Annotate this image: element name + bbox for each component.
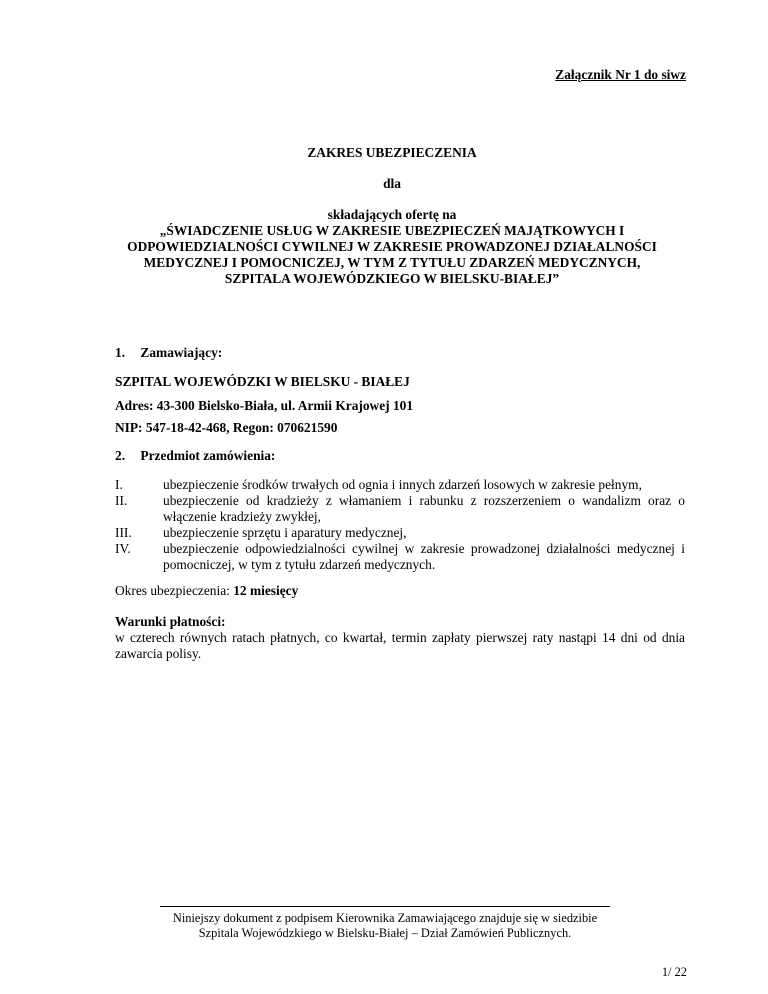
list-text: ubezpieczenie środków trwałych od ognia i innych zdarzeń losowych w zakresie pełnym, — [163, 477, 642, 492]
subtitle-line: „ŚWIADCZENIE USŁUG W ZAKRESIE UBEZPIECZEŃ MAJĄTKOWYCH I — [159, 223, 625, 238]
insurance-period — [115, 583, 298, 599]
subtitle-line: składających ofertę na — [327, 207, 457, 222]
list-text: ubezpieczenie sprzętu i aparatury medycznej, — [163, 525, 407, 540]
hospital-ids: NIP: 547-18-42-468, Regon: 070621590 — [115, 420, 338, 435]
list-item — [115, 477, 685, 493]
section-1-heading — [115, 345, 222, 361]
section-title: Zamawiający: — [140, 345, 223, 360]
annex-label: Załącznik Nr 1 do siwz — [555, 67, 686, 82]
footer-divider — [160, 906, 610, 907]
payment-text: w czterech równych ratach płatnych, co kwartał, termin zapłaty pierwszej raty nastąpi 14 dni od dnia zawarcia polisy. — [115, 630, 685, 661]
list-item — [115, 493, 685, 525]
section-number: 2. — [115, 448, 126, 463]
footer-line: Szpitala Wojewódzkiego w Bielsku-Białej – Dział Zamówień Publicznych. — [198, 926, 572, 940]
list-number: III. — [115, 525, 132, 540]
list-item — [115, 541, 685, 573]
page-number: 1/ 22 — [661, 965, 687, 979]
footer-note — [150, 911, 620, 941]
document-title: ZAKRES UBEZPIECZENIA — [307, 145, 477, 160]
title-for: dla — [383, 176, 401, 191]
subtitle-line: SZPITALA WOJEWÓDZKIEGO W BIELSKU-BIAŁEJ” — [224, 271, 560, 286]
period-label: Okres ubezpieczenia: — [115, 583, 234, 598]
list-item — [115, 525, 685, 541]
payment-heading: Warunki płatności: — [115, 614, 226, 629]
subtitle-line: ODPOWIEDZIALNOŚCI CYWILNEJ W ZAKRESIE PROWADZONEJ DZIAŁALNOŚCI — [127, 239, 657, 254]
list-text: ubezpieczenie odpowiedzialności cywilnej w zakresie prowadzonej działalności medycznej i pomocniczej, w tym z tytułu zdarzeń medycznych. — [163, 541, 685, 572]
section-2-heading — [115, 448, 275, 464]
hospital-address: Adres: 43-300 Bielsko-Biała, ul. Armii Krajowej 101 — [115, 398, 414, 413]
list-number: I. — [115, 477, 123, 492]
hospital-name: SZPITAL WOJEWÓDZKI W BIELSKU - BIAŁEJ — [115, 374, 410, 389]
list-number: IV. — [115, 541, 131, 556]
subtitle-line: MEDYCZNEJ I POMOCNICZEJ, W TYM Z TYTUŁU ZDARZEŃ MEDYCZNYCH, — [143, 255, 641, 270]
section-number: 1. — [115, 345, 126, 360]
section-title: Przedmiot zamówienia: — [140, 448, 276, 463]
title-block — [100, 145, 684, 287]
list-number: II. — [115, 493, 128, 508]
footer-line: Niniejszy dokument z podpisem Kierownika Zamawiającego znajduje się w siedzibie — [172, 911, 598, 925]
list-text: ubezpieczenie od kradzieży z włamaniem i rabunku z rozszerzeniem o wandalizm oraz o włączenie kradzieży zwykłej, — [163, 493, 685, 524]
period-value: 12 miesięcy — [233, 583, 299, 598]
scope-list — [115, 477, 685, 573]
